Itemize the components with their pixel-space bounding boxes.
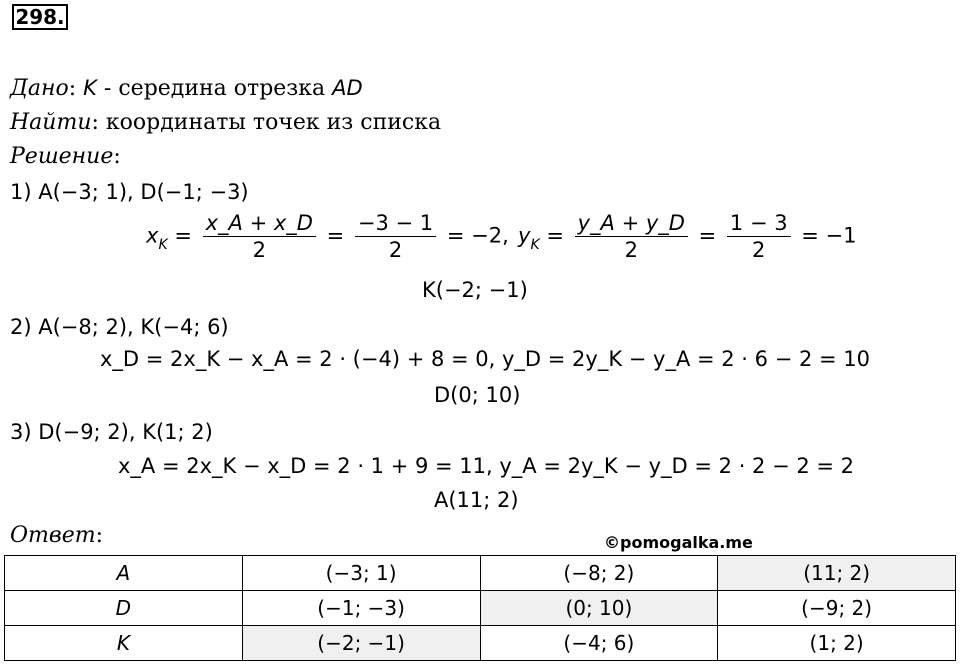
formula-y-result: = −1: [801, 223, 857, 248]
answer-label: Ответ: [10, 523, 96, 548]
case-3-heading: 3) D(−9; 2), K(1; 2): [10, 420, 213, 444]
find-line: [10, 109, 441, 137]
fraction-x-2-denominator: 2: [388, 238, 403, 262]
case-1-formula-x: $x_K$ = $\frac{x\_A + x\_D}{2}$ = $\frac{-3 - 1}{2}$ = −2,: [146, 211, 509, 262]
fraction-y-1-numerator: y_A + y_D: [575, 210, 688, 237]
answer-line: Ответ:: [10, 523, 104, 548]
table-row: [5, 626, 956, 661]
table-row: [5, 591, 956, 626]
table-cell: (−1; −3): [242, 591, 480, 626]
formula-x-lhs-sub: K: [158, 236, 168, 253]
row-name-a: A: [5, 556, 243, 591]
row-name-d: D: [5, 591, 243, 626]
case-1-formula-y: $y_K$ = $\frac{y\_A + y\_D}{2}$ = $\frac{1 - 3}{2}$ = −1: [518, 211, 857, 262]
table-cell: (1; 2): [718, 626, 956, 661]
table-cell: (−8; 2): [480, 556, 718, 591]
table-cell: (−4; 6): [480, 626, 718, 661]
fraction-x-1-denominator: 2: [252, 238, 266, 262]
case-1-result: K(−2; −1): [422, 278, 528, 302]
fraction-x-1-numerator: x_A + x_D: [203, 210, 316, 237]
fraction-x-1: [203, 210, 316, 263]
case-2-result: D(0; 10): [434, 383, 521, 407]
formula-x-lhs: x: [146, 223, 159, 248]
table-cell: (0; 10): [480, 591, 718, 626]
given-point: K: [83, 76, 97, 100]
table-cell: (−2; −1): [242, 626, 480, 661]
fraction-y-2-denominator: 2: [752, 238, 766, 262]
case-2-heading: 2) A(−8; 2), K(−4; 6): [10, 315, 229, 339]
row-name-k: K: [5, 626, 243, 661]
table-cell: (11; 2): [718, 556, 956, 591]
given-line: Дано: K - середина отрезка AD: [10, 76, 363, 101]
fraction-y-1: [575, 210, 688, 263]
fraction-y-2-numerator: 1 − 3: [727, 210, 791, 237]
solution-line: Решение:: [10, 144, 121, 169]
case-3-result: A(11; 2): [434, 488, 519, 512]
solution-label: Решение: [10, 144, 114, 169]
watermark: ©pomogalka.me: [604, 533, 753, 552]
case-1-heading: 1) A(−3; 1), D(−1; −3): [10, 180, 249, 204]
table-cell: (−9; 2): [718, 591, 956, 626]
fraction-x-2-numerator: −3 − 1: [355, 210, 436, 237]
fraction-y-2: [727, 210, 791, 263]
formula-x-result: = −2,: [446, 223, 509, 248]
table-row: [5, 556, 956, 591]
formula-y-lhs: y: [518, 223, 531, 248]
fraction-y-1-denominator: 2: [624, 238, 638, 262]
answer-table: [4, 555, 956, 661]
given-text: - середина отрезка: [96, 76, 333, 101]
find-label: Найти: [10, 110, 92, 135]
given-label: Дано: [10, 76, 69, 101]
formula-y-lhs-sub: K: [530, 236, 540, 253]
given-segment: AD: [332, 76, 363, 100]
table-cell: (−3; 1): [242, 556, 480, 591]
find-text: : координаты точек из списка: [91, 110, 442, 135]
case-2-equation: x_D = 2x_K − x_A = 2 · (−4) + 8 = 0, y_D = 2y_K − y_A = 2 · 6 − 2 = 10: [100, 347, 870, 371]
problem-number: 298.: [12, 4, 68, 30]
fraction-x-2: [355, 210, 436, 263]
case-3-equation: x_A = 2x_K − x_D = 2 · 1 + 9 = 11, y_A = 2y_K − y_D = 2 · 2 − 2 = 2: [118, 454, 855, 478]
